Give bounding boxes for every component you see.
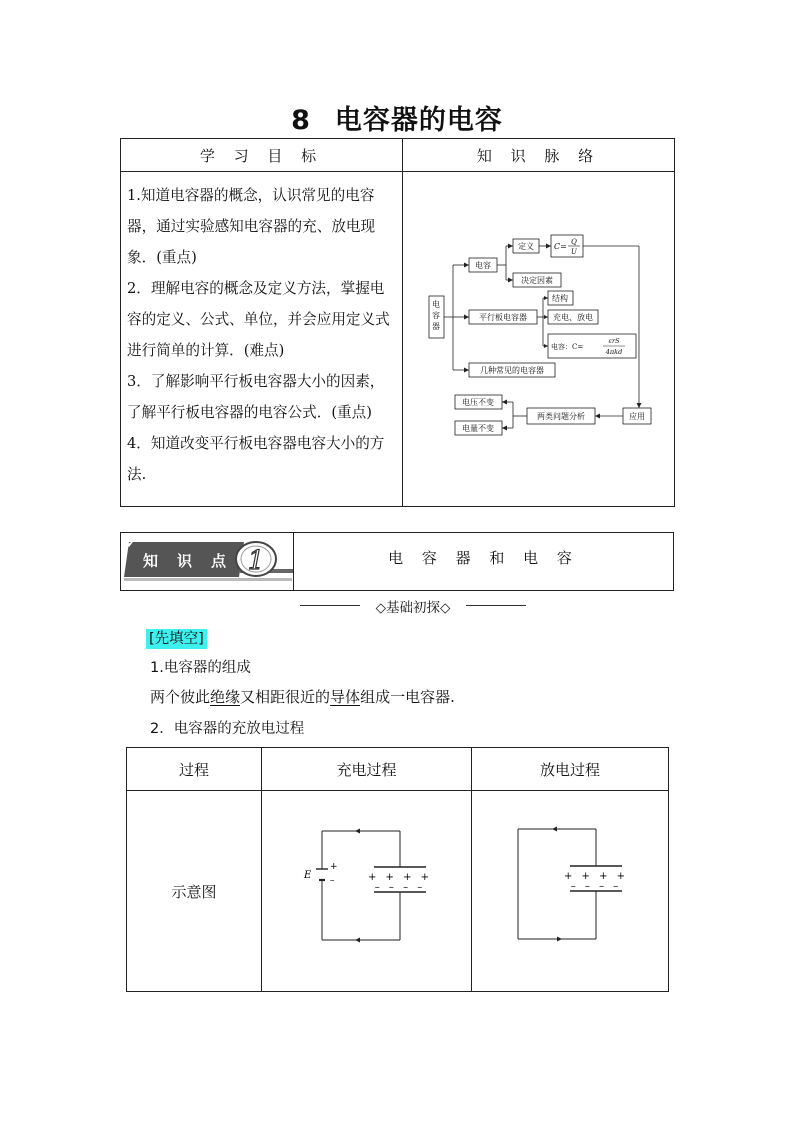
- section-title: 电容器的电容: [334, 105, 503, 136]
- concept-map-cell: [403, 172, 675, 507]
- map-def-formula-den: U: [571, 248, 577, 256]
- map-two-problems: 两类问题分析: [537, 412, 585, 421]
- objectives-table: [120, 138, 675, 507]
- map-parallel-plate: 平行板电容器: [479, 313, 527, 322]
- process-header: 过程: [127, 748, 262, 791]
- map-pp-formula-den: 4πkd: [605, 348, 623, 356]
- objective-item: 4．知道改变平行板电容器电容大小的方法.: [127, 435, 385, 483]
- objective-item: 2．理解电容的概念及定义方法，掌握电容的定义、公式、单位，并会应用定义式进行简单的计算．(难点): [127, 280, 390, 359]
- item1-text-a: 两个彼此: [150, 688, 211, 706]
- knowledge-point-heading: 电 容 器 和 电 容: [388, 549, 579, 567]
- knowledge-point-banner: [120, 532, 674, 591]
- diagram-row-label: 示意图: [127, 791, 262, 992]
- objective-item: 3．了解影响平行板电容器大小的因素，了解平行板电容器的电容公式．(重点): [127, 373, 385, 421]
- map-capacitance: 电容: [475, 261, 491, 270]
- map-application: 应用: [629, 412, 645, 421]
- divider-text: ◇基础初探◇: [375, 600, 451, 616]
- discharging-circuit-diagram: [472, 791, 669, 989]
- map-root-char: 电容器: [432, 300, 440, 331]
- battery-label: E: [304, 870, 312, 881]
- battery-plus: +: [330, 862, 338, 872]
- map-def-formula-prefix: C=: [554, 242, 567, 251]
- map-charge-constant: 电量不变: [462, 424, 494, 433]
- fill-blank-tag: [先填空]: [146, 629, 207, 649]
- concept-map: [403, 172, 675, 504]
- plate-positive-charges: + + + +: [367, 872, 433, 883]
- map-definition: 定义: [518, 242, 534, 251]
- knowledge-map-header: 知 识 脉 络: [403, 139, 675, 172]
- item1-text: [150, 686, 455, 707]
- map-pp-formula-prefix: 电容：C=: [551, 343, 584, 351]
- charging-diagram-cell: [262, 791, 472, 992]
- item1-title: 1.电容器的组成: [150, 660, 251, 676]
- map-voltage-constant: 电压不变: [462, 398, 494, 407]
- section-divider: [300, 596, 526, 614]
- knowledge-point-label-box: [121, 533, 294, 590]
- battery-minus: –: [330, 876, 335, 886]
- plate-negative-charges: – – – –: [570, 881, 622, 892]
- plate-positive-charges: + + + +: [563, 871, 629, 882]
- objectives-list: [121, 172, 403, 507]
- plate-negative-charges: – – – –: [374, 882, 426, 893]
- knowledge-point-label: 知 识 点: [143, 552, 229, 570]
- item2-title: 2．电容器的充放电过程: [150, 721, 305, 737]
- section-number: 8: [291, 105, 311, 136]
- item1-text-c: 组成一电容器.: [360, 688, 455, 706]
- knowledge-point-number: 1: [247, 546, 265, 576]
- charging-circuit-diagram: [262, 791, 472, 989]
- blank-answer-2: 导体: [330, 688, 361, 706]
- page-title: [0, 98, 794, 137]
- discharging-diagram-cell: [472, 791, 669, 992]
- item1-text-b: 又相距很近的: [240, 688, 331, 706]
- blank-answer-1: 绝缘: [210, 688, 241, 706]
- objective-item: 1.知道电容器的概念，认识常见的电容器，通过实验感知电容器的充、放电现象．(重点): [127, 187, 376, 266]
- map-charge-discharge: 充电、放电: [553, 313, 593, 322]
- charging-header: 充电过程: [262, 748, 472, 791]
- map-factors: 决定因素: [521, 276, 553, 285]
- divider-line-right: [466, 605, 526, 606]
- map-structure: 结构: [552, 294, 568, 303]
- map-common-types: 几种常见的电容器: [480, 366, 544, 375]
- map-pp-formula-num: εrS: [608, 337, 620, 345]
- discharging-header: 放电过程: [472, 748, 669, 791]
- process-table: [126, 747, 669, 992]
- objectives-header: 学 习 目 标: [121, 139, 403, 172]
- knowledge-point-badge: [121, 533, 293, 590]
- map-def-formula-num: Q: [571, 238, 577, 246]
